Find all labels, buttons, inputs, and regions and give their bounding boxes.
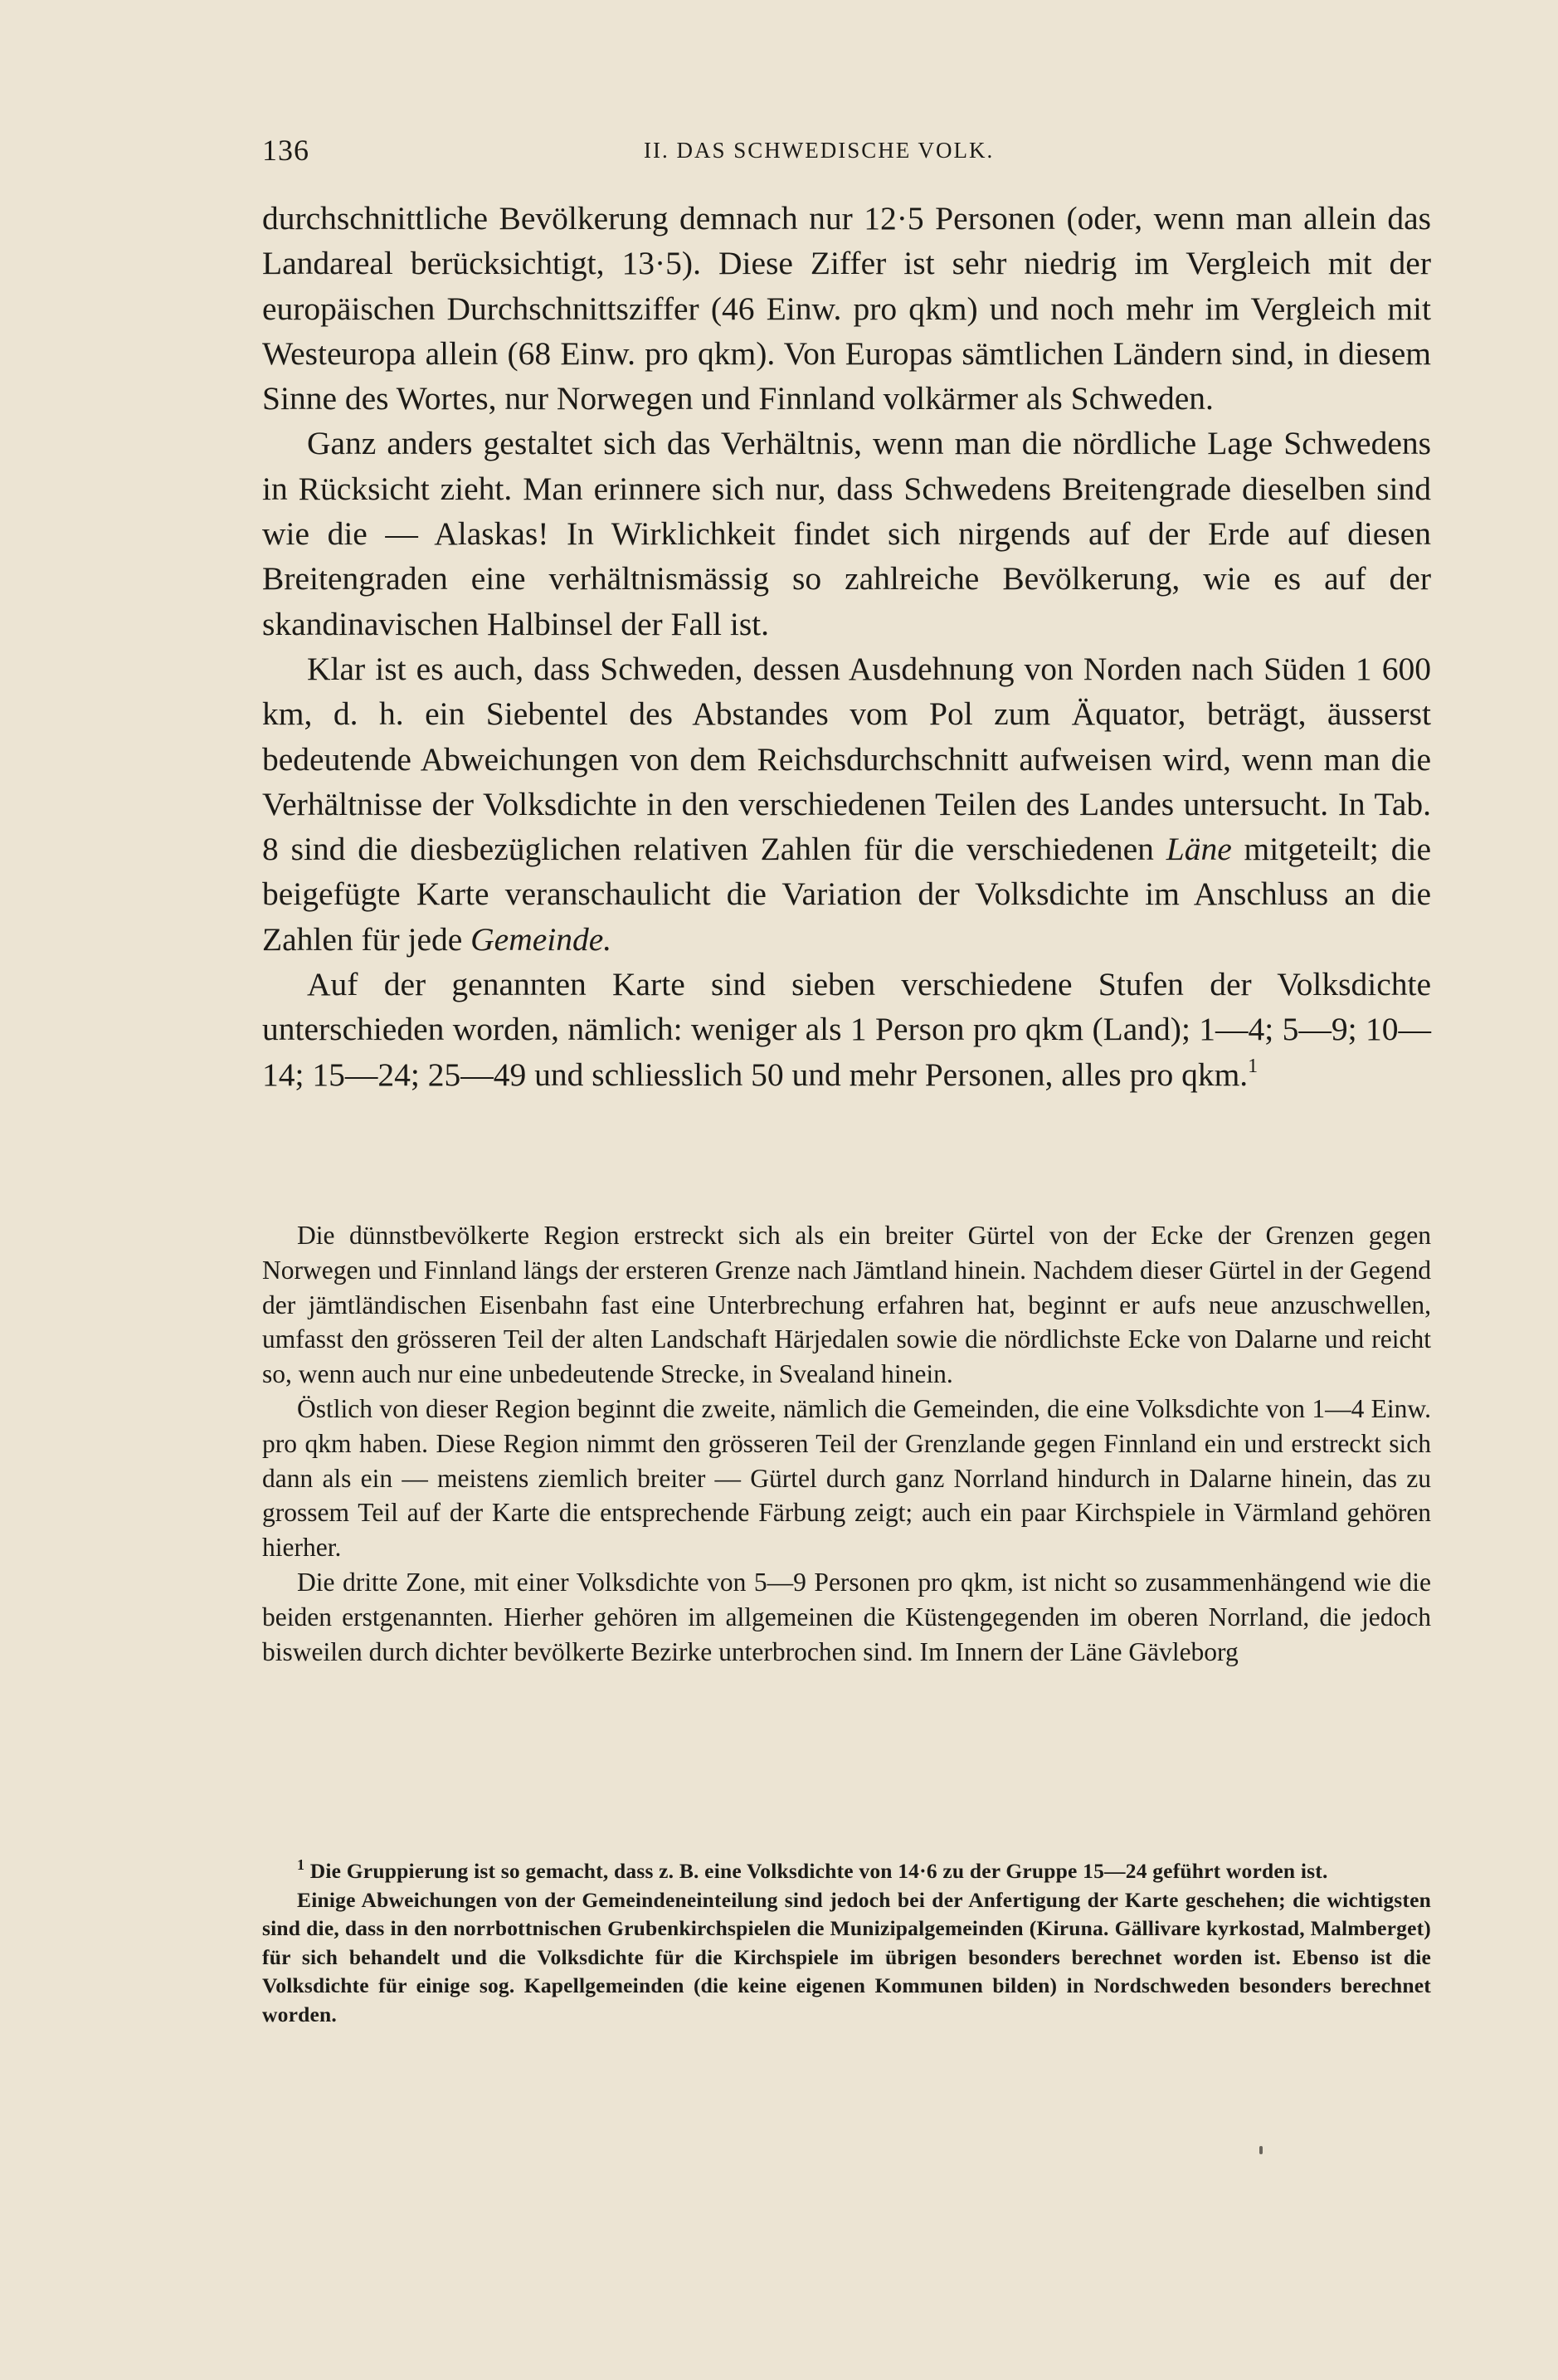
paragraph-4-text: Auf der genannten Karte sind sieben verschiedene Stufen der Volksdichte unterschieden worden, nämlich: weniger als 1 Person pro qkm (Land); 1—4; 5—9; 10—14; 15—24; 25—49 und schliesslich 50 und mehr Personen, alles pro qkm. <box>262 966 1431 1093</box>
paragraph-3-italic-gemeinde: Gemeinde. <box>470 920 612 958</box>
footnote <box>262 1857 1431 2030</box>
paragraph-3-text-b: mitgeteilt; die beigefügte Karte veranschaulicht die Variation der Volksdichte im Anschluss an die Zahlen für jede <box>262 831 1431 958</box>
paragraph-3-italic-laene: Läne <box>1166 831 1232 868</box>
paragraph-2: Ganz anders gestaltet sich das Verhältnis, wenn man die nördliche Lage Schwedens in Rücksicht zieht. Man erinnere sich nur, dass Schwedens Breitengrade dieselben sind wie die — Alaskas! In Wirklichkeit findet sich nirgends auf der Erde auf diesen Breitengraden eine verhältnismässig so zahlreiche Bevölkerung, wie es auf der skandinavischen Halbinsel der Fall ist. <box>262 425 1431 642</box>
paragraph-3-text-a: Klar ist es auch, dass Schweden, dessen Ausdehnung von Norden nach Süden 1 600 km, d. h. ein Siebentel des Abstandes vom Pol zum Äquator, beträgt, äusserst bedeutende Abweichungen von dem Reichsdurchschnitt aufweisen wird, wenn man die Verhältnisse der Volksdichte in den verschiedenen Teilen des Landes untersucht. In Tab. 8 sind die diesbezüglichen relativen Zahlen für die verschiedenen <box>262 650 1431 868</box>
page-number: 136 <box>262 134 309 167</box>
running-head: II. DAS SCHWEDISCHE VOLK. <box>644 138 995 163</box>
small-print-section <box>262 1218 1431 1669</box>
footnote-text-1: Die Gruppierung ist so gemacht, dass z. B. eine Volksdichte von 14·6 zu der Gruppe 15—24 geführt worden ist. <box>304 1859 1328 1883</box>
small-paragraph-3: Die dritte Zone, mit einer Volksdichte von 5—9 Personen pro qkm, ist nicht so zusammenhängend wie die beiden erstgenannten. Hierher gehören im allgemeinen die Küstengegenden im oberen Norrland, die jedoch bisweilen durch dichter bevölkerte Bezirke unterbrochen sind. Im Innern der Läne Gävleborg <box>262 1567 1431 1666</box>
paragraph-3 <box>262 646 1431 962</box>
small-paragraph-1: Die dünnstbevölkerte Region erstreckt sich als ein breiter Gürtel von der Ecke der Grenzen gegen Norwegen und Finnland längs der ersteren Grenze nach Jämtland hinein. Nachdem dieser Gürtel in der Gegend der jämtländischen Eisenbahn fast eine Unterbrechung erfahren hat, beginnt er aufs neue anzuschwellen, umfasst den grösseren Teil der alten Landschaft Härjedalen sowie die nördlichste Ecke von Dalarne und reicht so, wenn auch nur eine unbedeutende Strecke, in Svealand hinein. <box>262 1221 1431 1389</box>
ink-speck <box>1259 2146 1263 2154</box>
footnote-paragraph-1 <box>262 1857 1431 1886</box>
footnote-paragraph-2: Einige Abweichungen von der Gemeindeneinteilung sind jedoch bei der Anfertigung der Karte geschehen; die wichtigsten sind die, dass in den norrbottnischen Grubenkirchspielen die Munizipalgemeinden (Kiruna. Gällivare kyrkostad, Malmberget) für sich behandelt und die Volksdichte für die Kirchspiele im übrigen besonders berechnet worden ist. Ebenso ist die Volksdichte für einige sog. Kapellgemeinden (die keine eigenen Kommunen bilden) in Nordschweden besonders berechnet worden. <box>262 1887 1431 2026</box>
paragraph-4 <box>262 962 1431 1097</box>
main-text <box>262 196 1431 1097</box>
page-header <box>262 133 1448 174</box>
footnote-marker: 1 <box>297 1856 305 1873</box>
footnote-reference: 1 <box>1248 1055 1259 1077</box>
paragraph-1: durchschnittliche Bevölkerung demnach nur 12·5 Personen (oder, wenn man allein das Landareal berücksichtigt, 13·5). Diese Ziffer ist sehr niedrig im Vergleich mit der europäischen Durchschnittsziffer (46 Einw. pro qkm) und noch mehr im Vergleich mit Westeuropa allein (68 Einw. pro qkm). Von Europas sämtlichen Ländern sind, in diesem Sinne des Wortes, nur Norwegen und Finnland volkärmer als Schweden. <box>262 200 1431 417</box>
small-paragraph-2: Östlich von dieser Region beginnt die zweite, nämlich die Gemeinden, die eine Volksdichte von 1—4 Einw. pro qkm haben. Diese Region nimmt den grösseren Teil der Grenzlande gegen Finnland ein und erstreckt sich dann als ein — meistens ziemlich breiter — Gürtel durch ganz Norrland hindurch in Dalarne hinein, das zu grossem Teil auf der Karte die entsprechende Färbung zeigt; auch ein paar Kirchspiele in Värmland gehören hierher. <box>262 1393 1431 1563</box>
